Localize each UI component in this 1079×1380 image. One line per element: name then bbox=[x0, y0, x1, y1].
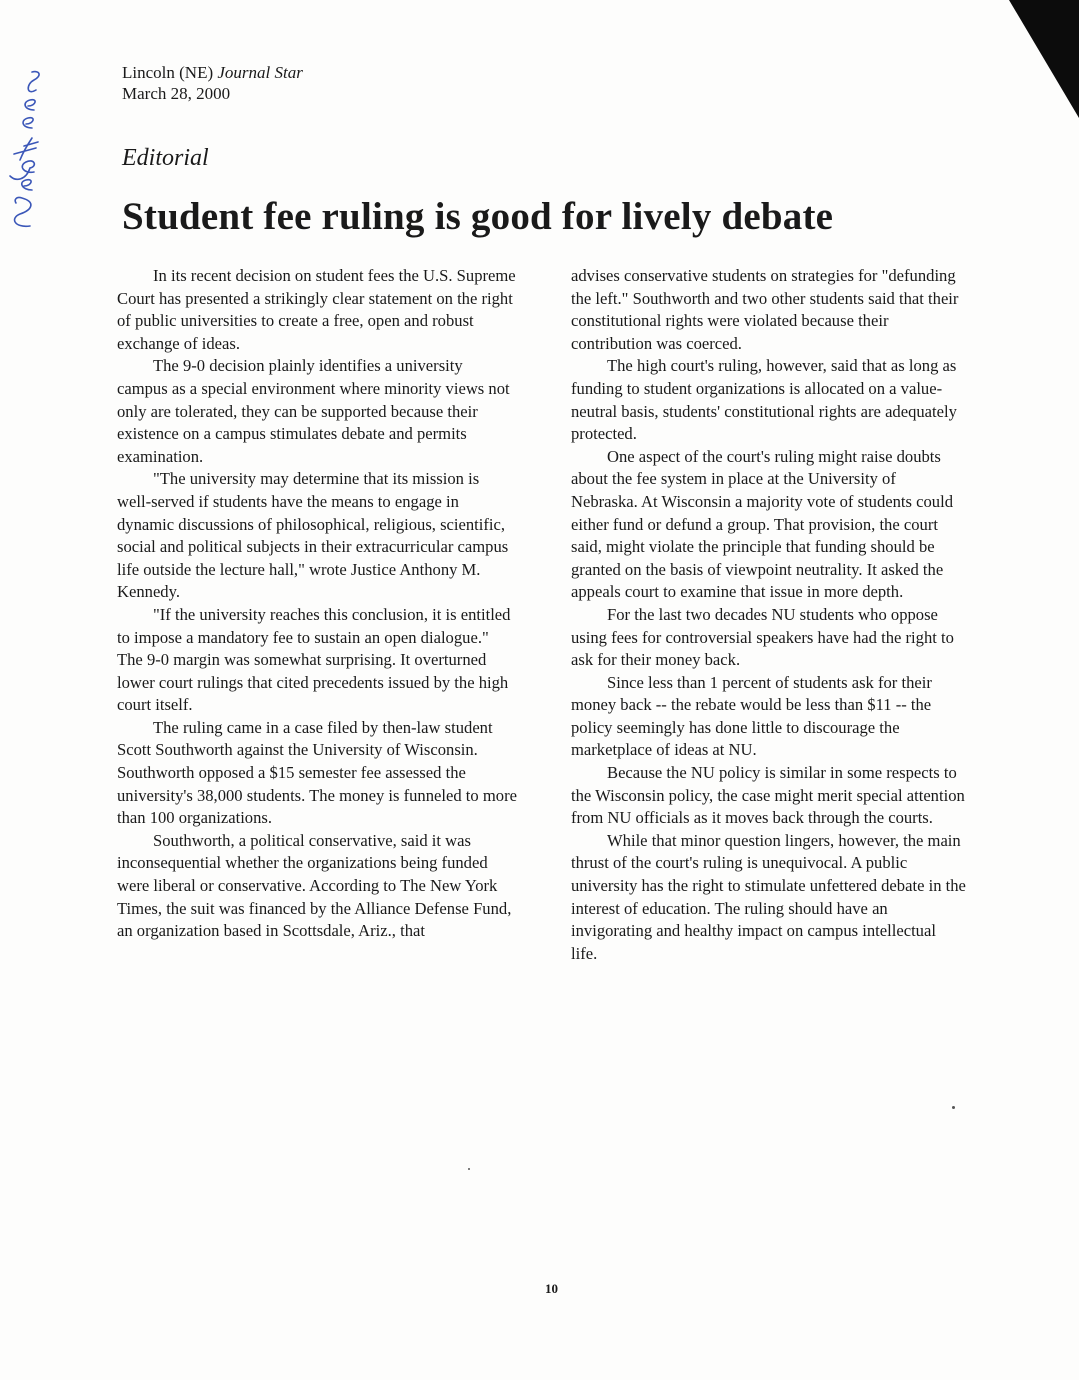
headline: Student fee ruling is good for lively debate bbox=[122, 195, 834, 238]
paragraph-continuation: advises conservative students on strategies for "defunding the left." Southworth and two other students said that their constitutional rights were violated because their contribution was coerced. bbox=[571, 266, 959, 353]
paragraph: Southworth, a political conservative, said it was inconsequential whether the organizations being funded were liberal or conservative. According to The New York Times, the suit was financed by the Alliance Defense Fund, an organization based in Scottsdale, Ariz., that bbox=[117, 830, 512, 941]
paragraph: "The university may determine that its mission is well-served if students have the means to engage in dynamic discussions of philosophical, religious, scientific, social and political subjects in their extracurricular campus life outside the lecture hall," wrote Justice Anthony M. Kennedy. bbox=[117, 469, 509, 602]
corner-scan-mark bbox=[1009, 0, 1079, 118]
source-block bbox=[122, 62, 303, 104]
article-column-right bbox=[571, 265, 966, 965]
paragraph: One aspect of the court's ruling might raise doubts about the fee system in place at the University of Nebraska. At Wisconsin a majority vote of students could either fund or defund a group. That provision, the court said, might violate the principle that funding should be granted on the basis of viewpoint neutrality. It asked the appeals court to examine that issue in more depth. bbox=[571, 446, 953, 602]
paragraph: Because the NU policy is similar in some respects to the Wisconsin policy, the case might merit special attention from NU officials as it moves back through the courts. bbox=[571, 763, 965, 828]
paragraph: Since less than 1 percent of students ask for their money back -- the rebate would be less than $11 -- the policy seemingly has done little to discourage the marketplace of ideas at NU. bbox=[571, 672, 932, 760]
paragraph: The 9-0 decision plainly identifies a university campus as a special environment where minority views not only are tolerated, they can be supported because their existence on a campus stimulates debate and permits examination. bbox=[117, 356, 510, 466]
source-date: March 28, 2000 bbox=[122, 84, 231, 103]
source-publication: Journal Star bbox=[217, 63, 303, 82]
source-line bbox=[122, 62, 303, 83]
scan-speck bbox=[952, 1106, 955, 1109]
paragraph: For the last two decades NU students who oppose using fees for controversial speakers have had the right to ask for their money back. bbox=[571, 604, 954, 670]
paragraph: The high court's ruling, however, said that as long as funding to student organizations is allocated on a value-neutral basis, students' constitutional rights are adequately protected. bbox=[571, 356, 957, 444]
paragraph: While that minor question lingers, however, the main thrust of the court's ruling is unequivocal. A public university has the right to stimulate unfettered debate in the interest of education. The ruling should have an invigorating and healthy impact on campus intellectual life. bbox=[571, 830, 966, 963]
handwritten-margin-note bbox=[2, 30, 52, 230]
handwriting-seg-fees-drawing bbox=[2, 30, 52, 230]
paragraph: In its recent decision on student fees the U.S. Supreme Court has presented a strikingly clear statement on the right of public universities to create a free, open and robust exchange of ideas. bbox=[117, 266, 516, 353]
paragraph: "If the university reaches this conclusion, it is entitled to impose a mandatory fee to sustain an open dialogue." The 9-0 margin was somewhat surprising. It overturned lower court rulings that cited precedents issued by the high court itself. bbox=[117, 604, 511, 715]
section-label: Editorial bbox=[122, 145, 209, 171]
page-number: 10 bbox=[545, 1281, 558, 1296]
article-column-left bbox=[117, 265, 517, 943]
scan-speck bbox=[468, 1168, 470, 1170]
paragraph: The ruling came in a case filed by then-law student Scott Southworth against the University of Wisconsin. Southworth opposed a $15 semester fee assessed the university's 38,000 students. The money is funneled to more than 100 organizations. bbox=[117, 717, 517, 828]
source-location: Lincoln (NE) bbox=[122, 63, 214, 82]
